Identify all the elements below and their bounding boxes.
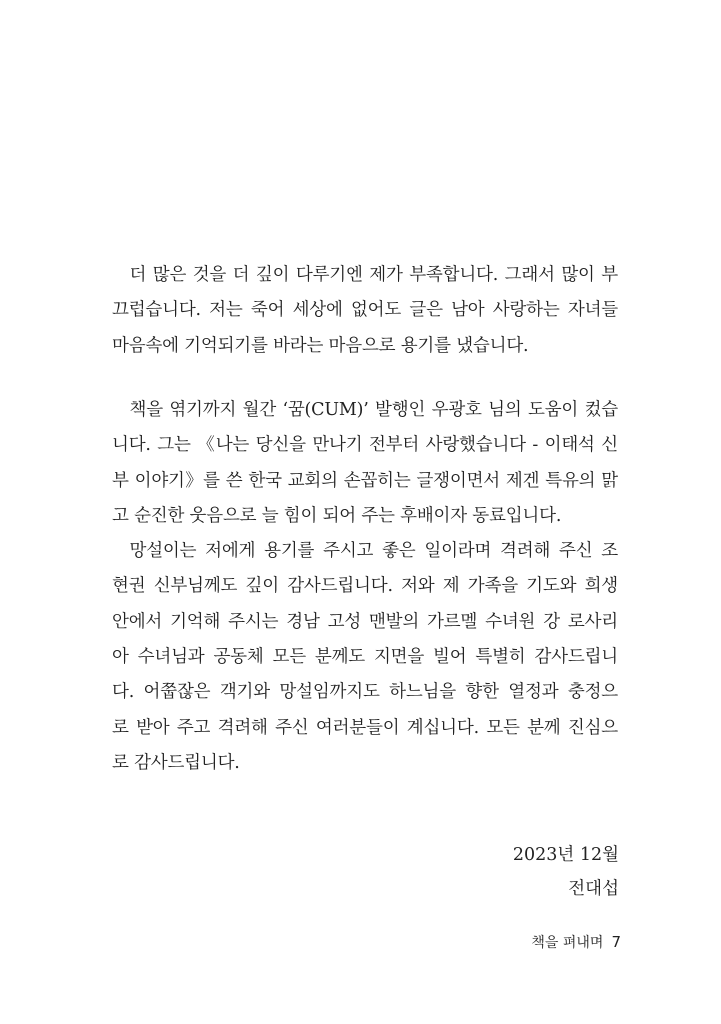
paragraph-line: 안에서 기억해 주시는 경남 고성 맨발의 가르멜 수녀원 강 로사리 (112, 611, 618, 632)
paragraph-line: 로 감사드립니다. (112, 752, 240, 773)
paragraph-line: 아 수녀님과 공동체 모든 분께도 지면을 빌어 특별히 감사드립니 (112, 647, 618, 668)
paragraph-line: 책을 엮기까지 월간 ‘꿈(CUM)’ 발행인 우광호 님의 도움이 컸습 (129, 400, 618, 420)
page-number: 7 (611, 933, 621, 951)
body-text-block-1 (112, 258, 618, 364)
signature-author: 전대섭 (568, 879, 619, 899)
signature-date: 2023년 12월 (512, 845, 619, 865)
paragraph-1 (112, 258, 618, 364)
paragraph-line: 고 순진한 웃음으로 늘 힘이 되어 주는 후배이자 동료입니다. (112, 505, 562, 526)
paragraph-2 (112, 393, 618, 534)
body-text-block-2 (112, 393, 618, 781)
paragraph-line: 로 받아 주고 격려해 주신 여러분들이 계십니다. 모든 분께 진심으 (112, 717, 618, 738)
paragraph-line: 다. 어쭙잖은 객기와 망설임까지도 하느님을 향한 열정과 충정으 (112, 682, 618, 703)
paragraph-line: 더 많은 것을 더 깊이 다루기엔 제가 부족합니다. 그래서 많이 부 (129, 265, 618, 285)
paragraph-3 (112, 534, 618, 781)
paragraph-line: 마음속에 기억되기를 바라는 마음으로 용기를 냈습니다. (112, 335, 529, 356)
paragraph-line: 니다. 그는 《나는 당신을 만나기 전부터 사랑했습니다 - 이태석 신 (112, 435, 618, 456)
paragraph-line: 현권 신부님께도 깊이 감사드립니다. 저와 제 가족을 기도와 희생 (112, 576, 618, 597)
section-title: 책을 펴내며 (531, 935, 604, 951)
paragraph-line: 끄럽습니다. 저는 죽어 세상에 없어도 글은 남아 사랑하는 자녀들 (112, 300, 618, 321)
page-footer (531, 932, 621, 953)
paragraph-line: 망설이는 저에게 용기를 주시고 좋은 일이라며 격려해 주신 조 (129, 541, 618, 562)
paragraph-line: 부 이야기》를 쓴 한국 교회의 손꼽히는 글쟁이면서 제겐 특유의 맑 (112, 470, 618, 491)
